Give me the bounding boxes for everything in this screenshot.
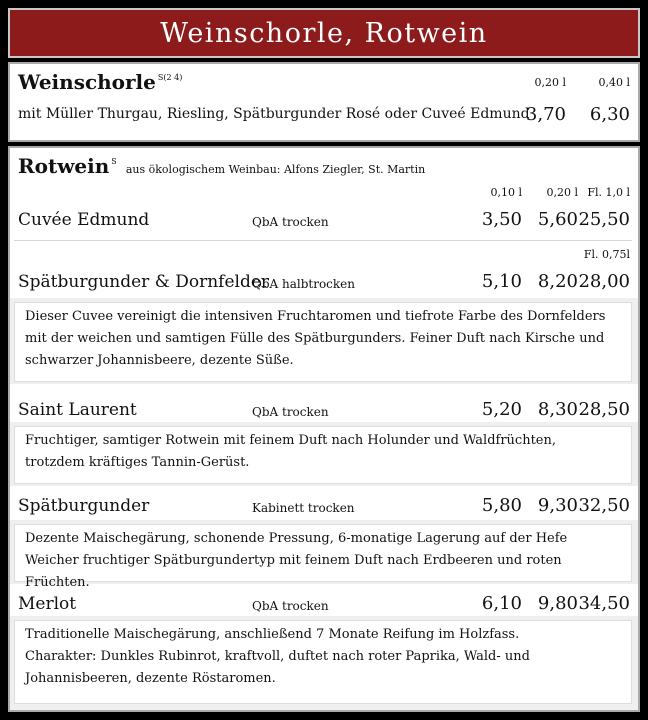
wine-price-1: 5,10 [481,271,522,292]
wine-price-1: 5,80 [481,495,522,516]
wine-name: Cuvée Edmund [18,210,150,230]
weinschorle-section [8,62,640,142]
description-line: Johannisbeeren, dezente Röstaromen. [25,671,276,686]
wine-name: Merlot [18,594,77,614]
wine-price-3: 25,50 [578,209,630,230]
description-line: Dieser Cuvee vereinigt die intensiven Fruchtaromen und tiefrote Farbe des Dornfelders [25,309,606,324]
description-line: Charakter: Dunkles Rubinrot, kraftvoll, duftet nach roter Paprika, Wald- und [25,649,530,664]
wine-description [14,524,632,590]
description-line: Weicher fruchtiger Spätburgundertyp mit feinem Duft nach Erdbeeren und roten Früchten. [25,553,562,590]
wine-name: Spätburgunder [18,496,150,516]
wine-price-3: 32,50 [578,495,630,516]
description-line: trotzdem kräftiges Tannin-Gerüst. [25,455,250,470]
rotwein-subtitle: aus ökologischem Weinbau: Alfons Ziegler, St. Martin [125,163,426,176]
wine-name: Spätburgunder & Dornfelder [18,272,270,292]
wine-description [14,302,632,382]
wine-price-2: 8,30 [537,399,578,420]
weinschorle-volume-large: 0,40 l [598,76,630,89]
weinschorle-price-large: 6,30 [589,104,630,125]
description-line: schwarzer Johannisbeere, dezente Süße. [25,353,294,368]
wine-price-1: 6,10 [481,593,522,614]
wine-price-1: 5,20 [481,399,522,420]
wine-quality: Kabinett trocken [252,501,355,515]
rotwein-section [8,146,640,712]
description-line: Dezente Maischegärung, schonende Pressung, 6-monatige Lagerung auf der Hefe [25,531,568,546]
weinschorle-price-small: 3,70 [525,104,566,125]
wine-quality: QbA halbtrocken [252,277,356,291]
wine-price-3: 28,00 [578,271,630,292]
wine-description [14,620,632,704]
wine-quality: QbA trocken [252,405,329,419]
menu-header [8,8,640,58]
wine-quality: QbA trocken [252,215,329,229]
description-line: Fruchtiger, samtiger Rotwein mit feinem Duft nach Holunder und Waldfrüchten, [25,433,556,448]
rotwein-heading [18,154,425,178]
wine-bottle-note: Fl. 0,75l [583,248,630,261]
rotwein-volume-2: 0,20 l [546,186,578,199]
menu-frame [8,8,640,712]
wine-price-2: 9,30 [537,495,578,516]
wine-price-1: 3,50 [481,209,522,230]
wine-name: Saint Laurent [18,400,137,420]
weinschorle-volume-small: 0,20 l [534,76,566,89]
weinschorle-description: mit Müller Thurgau, Riesling, Spätburgunder Rosé oder Cuveé Edmund [18,106,530,122]
wine-quality: QbA trocken [252,599,329,613]
description-line: mit der weichen und samtigen Fülle des Spätburgunders. Feiner Duft nach Kirsche und [25,331,605,346]
wine-description [14,426,632,484]
page-title: Weinschorle, Rotwein [160,17,488,49]
weinschorle-allergens: S(2 4) [157,73,183,82]
rotwein-title: Rotwein [18,154,110,178]
weinschorle-heading [18,70,182,94]
divider [14,240,632,241]
wine-price-2: 9,80 [537,593,578,614]
weinschorle-title: Weinschorle [18,70,156,94]
wine-price-2: 5,60 [537,209,578,230]
wine-price-2: 8,20 [537,271,578,292]
rotwein-allergens: S [111,157,117,166]
wine-price-3: 34,50 [578,593,630,614]
rotwein-volume-3: Fl. 1,0 l [587,186,630,199]
wine-price-3: 28,50 [578,399,630,420]
rotwein-volume-1: 0,10 l [490,186,522,199]
description-line: Traditionelle Maischegärung, anschließend 7 Monate Reifung im Holzfass. [25,627,520,642]
